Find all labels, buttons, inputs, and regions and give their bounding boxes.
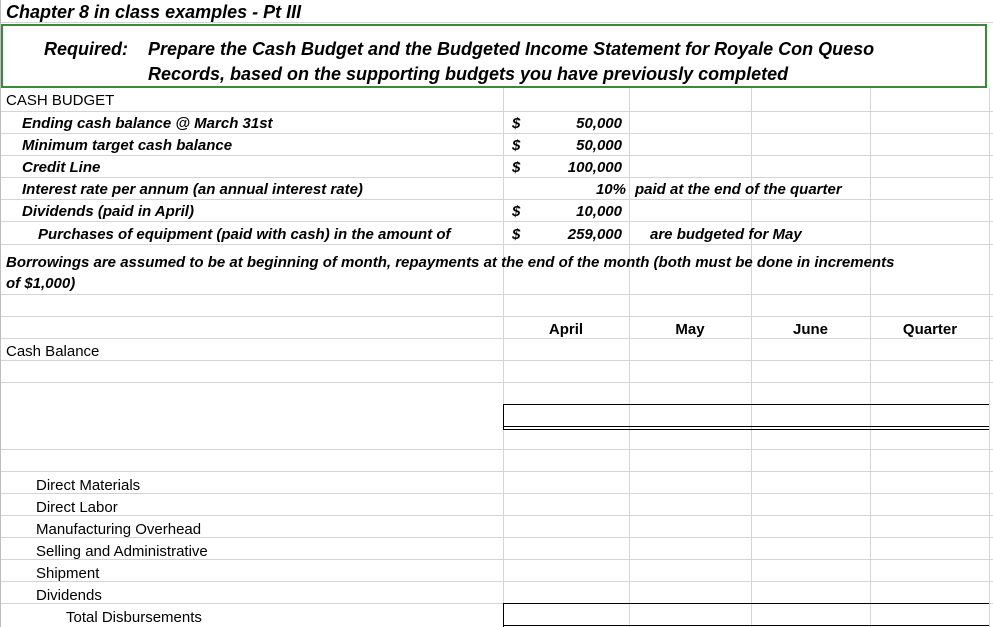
assumption-value: 10,000 bbox=[576, 203, 622, 220]
required-line-2: Records, based on the supporting budgets you have previously completed bbox=[148, 64, 789, 84]
total-disbursements-label: Total Disbursements bbox=[66, 609, 202, 626]
cash-balance-label: Cash Balance bbox=[6, 343, 100, 360]
assumption-note: are budgeted for May bbox=[650, 226, 802, 243]
currency-sign: $ bbox=[512, 203, 521, 220]
disbursement-row-label: Shipment bbox=[36, 565, 100, 582]
required-line-1: Prepare the Cash Budget and the Budgeted Income Statement for Royale Con Queso bbox=[148, 39, 875, 59]
assumption-label: Dividends (paid in April) bbox=[22, 203, 194, 220]
column-header-quarter: Quarter bbox=[902, 321, 958, 338]
assumption-label: Purchases of equipment (paid with cash) in the amount of bbox=[38, 226, 451, 243]
required-label: Required: bbox=[44, 39, 129, 59]
assumption-value: 259,000 bbox=[567, 226, 622, 243]
currency-sign: $ bbox=[512, 226, 521, 243]
cash-budget-header: CASH BUDGET bbox=[6, 92, 115, 109]
borrowing-note-line-1: Borrowings are assumed to be at beginning of month, repayments at the end of the month (both must be done in increments bbox=[6, 254, 895, 271]
currency-sign: $ bbox=[512, 115, 521, 132]
sheet-title: Chapter 8 in class examples - Pt III bbox=[6, 2, 302, 22]
assumption-label: Interest rate per annum (an annual interest rate) bbox=[22, 181, 363, 198]
currency-sign: $ bbox=[512, 159, 521, 176]
assumption-value: 50,000 bbox=[576, 115, 622, 132]
disbursement-row-label: Direct Materials bbox=[36, 477, 141, 494]
assumption-label: Minimum target cash balance bbox=[22, 137, 233, 154]
disbursement-row-label: Selling and Administrative bbox=[36, 543, 208, 560]
disbursement-row-label: Dividends bbox=[36, 587, 102, 604]
column-header-may: May bbox=[675, 321, 705, 338]
column-header-june: June bbox=[792, 321, 828, 338]
column-header-april: April bbox=[548, 321, 584, 338]
currency-sign: $ bbox=[512, 137, 521, 154]
assumption-label: Ending cash balance @ March 31st bbox=[22, 115, 273, 132]
assumption-label: Credit Line bbox=[22, 159, 101, 176]
assumption-note: paid at the end of the quarter bbox=[635, 181, 842, 198]
assumption-value: 50,000 bbox=[576, 137, 622, 154]
disbursement-row-label: Direct Labor bbox=[36, 499, 118, 516]
disbursement-row-label: Manufacturing Overhead bbox=[36, 521, 202, 538]
borrowing-note-line-2: of $1,000) bbox=[6, 275, 76, 292]
assumption-value: 10% bbox=[595, 181, 626, 198]
assumption-value: 100,000 bbox=[567, 159, 622, 176]
